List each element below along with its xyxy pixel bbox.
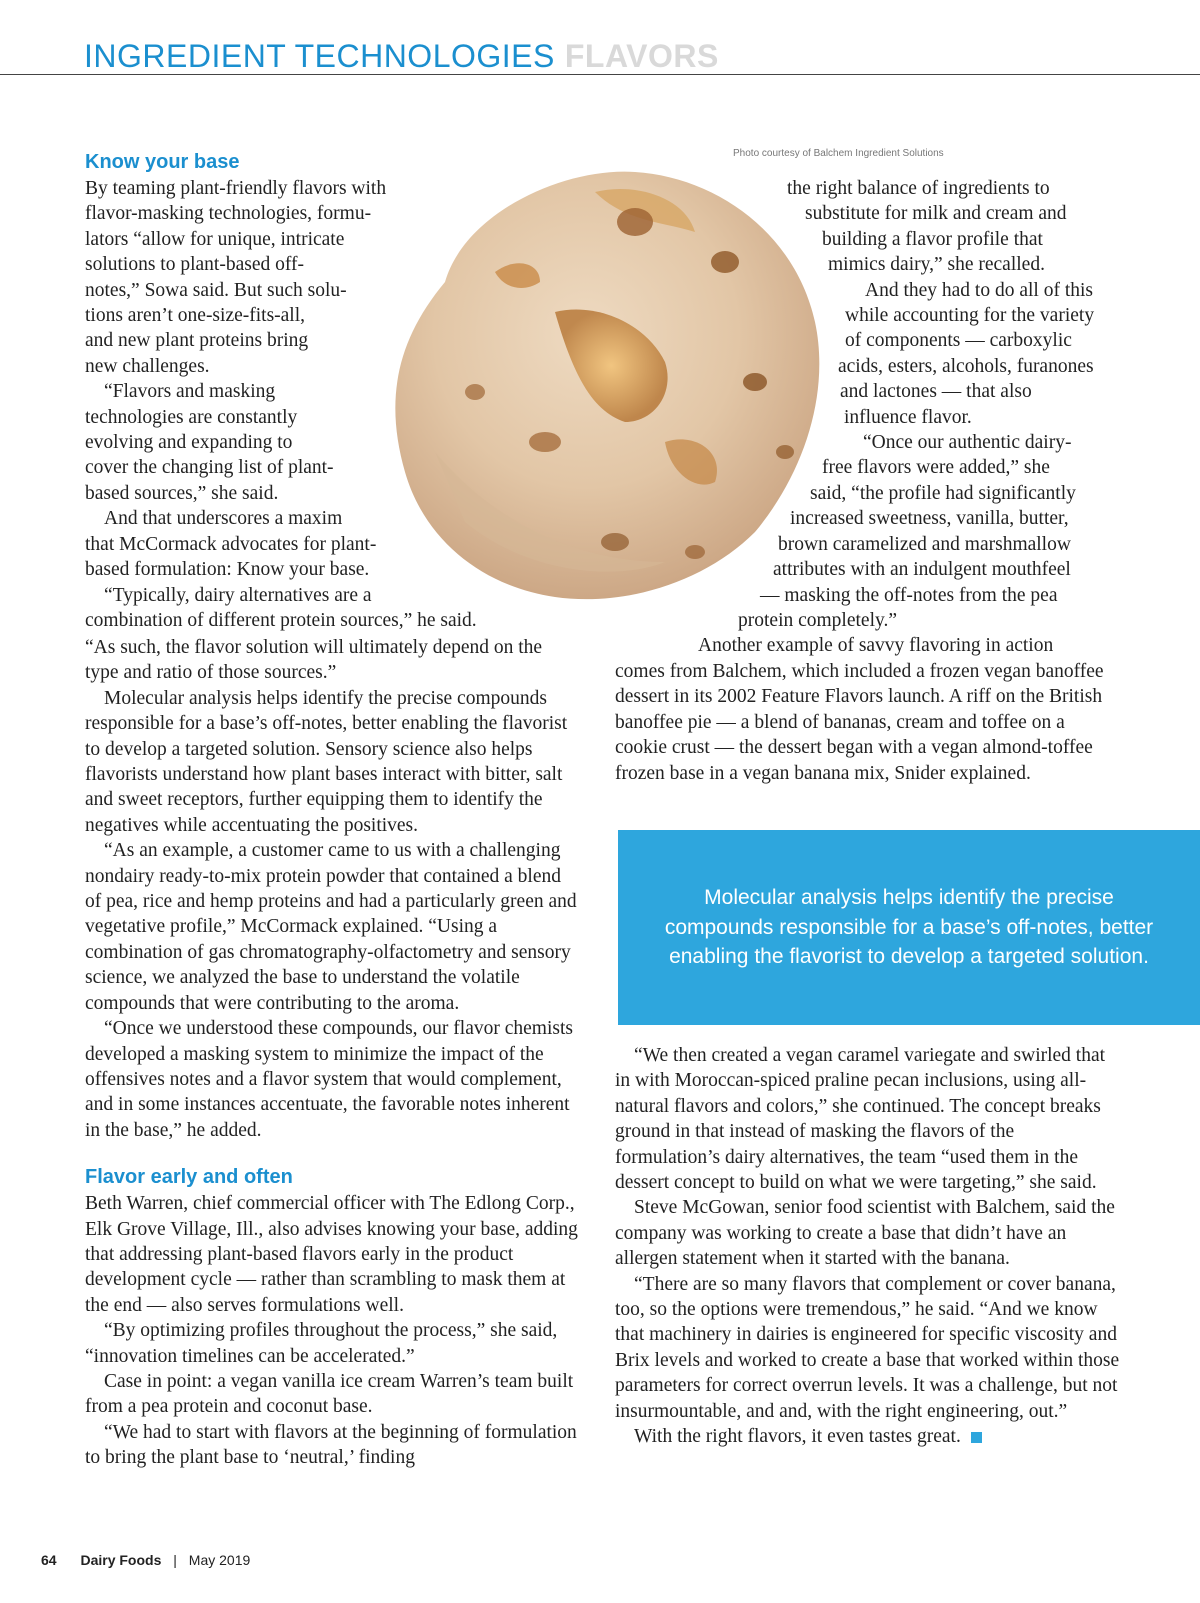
text-line: brown caramelized and marshmallow	[778, 533, 1071, 555]
text-line: said, “the profile had significantly	[810, 482, 1076, 504]
text-line: By teaming plant-friendly flavors with	[85, 178, 387, 199]
photo-credit: Photo courtesy of Balchem Ingredient Solutions	[733, 148, 944, 159]
text-line: free flavors were added,” she	[822, 457, 1050, 479]
text-line: — masking the off-notes from the pea	[760, 584, 1058, 606]
text-line: and new plant proteins bring	[85, 330, 309, 352]
paragraph: “As such, the flavor solution will ultimately depend on the type and ratio of those sources.”	[85, 637, 543, 684]
left-column-top	[85, 150, 595, 633]
text-line: protein completely.”	[738, 609, 898, 631]
subsection-title: FLAVORS	[564, 38, 719, 74]
text-line: of components — carboxylic	[845, 330, 1072, 352]
text-line: lators “allow for unique, intricate	[85, 228, 345, 250]
section-title: INGREDIENT TECHNOLOGIES	[84, 38, 555, 74]
text-line: increased sweetness, vanilla, butter,	[790, 508, 1069, 530]
text-line: and lactones — that also	[840, 381, 1032, 403]
text-line: combination of different protein sources,” he said.	[85, 609, 477, 631]
paragraph: Beth Warren, chief commercial officer with The Edlong Corp., Elk Grove Village, Ill., also advises knowing your base, adding that addressing plant-based flavors early in the product development cycle — rather than scrambling to mask them at the end — also serves formulations well.	[85, 1193, 578, 1316]
paragraph: Molecular analysis helps identify the precise compounds responsible for a base’s off-notes, better enabling the flavorist to develop a targeted solution. Sensory science also helps flavorists understand how plant bases interact with bitter, salt and sweet receptors, further equipping them to identify the negatives while accentuating the positives.	[85, 687, 568, 836]
text-line: cover the changing list of plant-	[85, 457, 334, 479]
text-line: the right balance of ingredients to	[787, 178, 1050, 199]
paragraph: “There are so many flavors that complement or cover banana, too, so the options were tremendous,” he said. “And we know that machinery in dairies is engineered for specific viscosity and Brix levels and worked to create a base that worked within those parameters for correct overrun levels. It was a challenge, but not insurmountable, and and, with the right engineering, out.”	[615, 1273, 1120, 1422]
text-line: influence flavor.	[844, 406, 972, 428]
closing-sentence: With the right flavors, it even tastes great.	[634, 1426, 961, 1448]
text-line: based sources,” she said.	[85, 482, 279, 504]
paragraph: “We then created a vegan caramel variegate and swirled that in with Moroccan-spiced praline pecan inclusions, using all-natural flavors and colors,” she continued. The concept breaks ground in that instead of masking the flavors of the formulation’s dairy alternatives, the team “used them in the dessert concept to build on what we were targeting,” she said.	[615, 1045, 1106, 1194]
end-mark-icon	[971, 1432, 982, 1443]
issue-date: May 2019	[188, 1552, 251, 1568]
paragraph: Case in point: a vegan vanilla ice cream Warren’s team built from a pea protein and coconut base.	[85, 1370, 574, 1418]
section-heading: Know your base	[85, 151, 240, 173]
text-line: that McCormack advocates for plant-	[85, 533, 377, 555]
text-line: Another example of savvy flavoring in action	[698, 635, 1054, 657]
text-line: substitute for milk and cream and	[805, 203, 1067, 225]
text-line: while accounting for the variety	[845, 305, 1095, 327]
paragraph	[615, 1424, 1120, 1449]
pull-quote	[618, 830, 1200, 1025]
footer-separator: |	[173, 1552, 177, 1568]
paragraph: “We had to start with flavors at the beginning of formulation to bring the plant base to ‘neutral,’ finding	[85, 1421, 577, 1469]
page-number: 64	[41, 1552, 57, 1568]
section-heading: Flavor early and often	[85, 1166, 293, 1189]
header-rule	[0, 74, 1200, 75]
text-line: “Typically, dairy alternatives are a	[104, 584, 372, 606]
text-line: And they had to do all of this	[865, 279, 1094, 301]
magazine-name: Dairy Foods	[80, 1552, 162, 1568]
text-line: technologies are constantly	[85, 406, 298, 428]
text-line: And that underscores a maxim	[104, 508, 343, 530]
right-column-top	[600, 176, 1120, 659]
text-line: building a flavor profile that	[822, 228, 1043, 250]
text-line: “Flavors and masking	[104, 381, 276, 403]
text-line: tions aren’t one-size-fits-all,	[85, 305, 306, 327]
paragraph: “By optimizing profiles throughout the process,” she said, “innovation timelines can be accelerated.”	[85, 1320, 558, 1367]
right-column-bottom	[615, 1043, 1120, 1450]
right-column-middle	[615, 659, 1120, 786]
text-line: acids, esters, alcohols, furanones	[838, 355, 1094, 377]
paragraph: comes from Balchem, which included a frozen vegan banoffee dessert in its 2002 Feature Flavors launch. A riff on the British banoffee pie — a blend of bananas, cream and toffee on a cookie crust — the dessert began with a vegan almond-toffee frozen base in a vegan banana mix, Snider explained.	[615, 661, 1104, 784]
left-column-bottom	[85, 635, 579, 1471]
paragraph: “Once we understood these compounds, our flavor chemists developed a masking system to minimize the impact of the offensives notes and a flavor system that would complement, and in some instances accentuate, the favorable notes inherent in the base,” he added.	[85, 1018, 573, 1141]
paragraph: Steve McGowan, senior food scientist with Balchem, said the company was working to create a base that didn’t have an allergen statement when it started with the banana.	[615, 1197, 1115, 1270]
text-line: notes,” Sowa said. But such solu-	[85, 279, 347, 301]
text-line: attributes with an indulgent mouthfeel	[773, 559, 1071, 581]
text-line: based formulation: Know your base.	[85, 559, 370, 581]
page-footer	[41, 1552, 250, 1568]
text-line: “Once our authentic dairy-	[863, 432, 1072, 454]
text-line: mimics dairy,” she recalled.	[828, 254, 1045, 276]
paragraph: “As an example, a customer came to us with a challenging nondairy ready-to-mix protein powder that contained a blend of pea, rice and hemp proteins and had a particularly green and vegetative profile,” McCormack explained. “Using a combination of gas chromatography-olfactometry and sensory science, we analyzed the base to understand the volatile compounds that were contributing to the aroma.	[85, 840, 577, 1014]
text-line: solutions to plant-based off-	[85, 254, 304, 276]
pull-quote-text: Molecular analysis helps identify the precise compounds responsible for a base’s off-notes, better enabling the flavorist to develop a targeted solution.	[664, 886, 1154, 969]
running-header	[84, 38, 719, 75]
text-line: flavor-masking technologies, formu-	[85, 203, 372, 225]
text-line: new challenges.	[85, 355, 210, 377]
text-line: evolving and expanding to	[85, 432, 293, 454]
